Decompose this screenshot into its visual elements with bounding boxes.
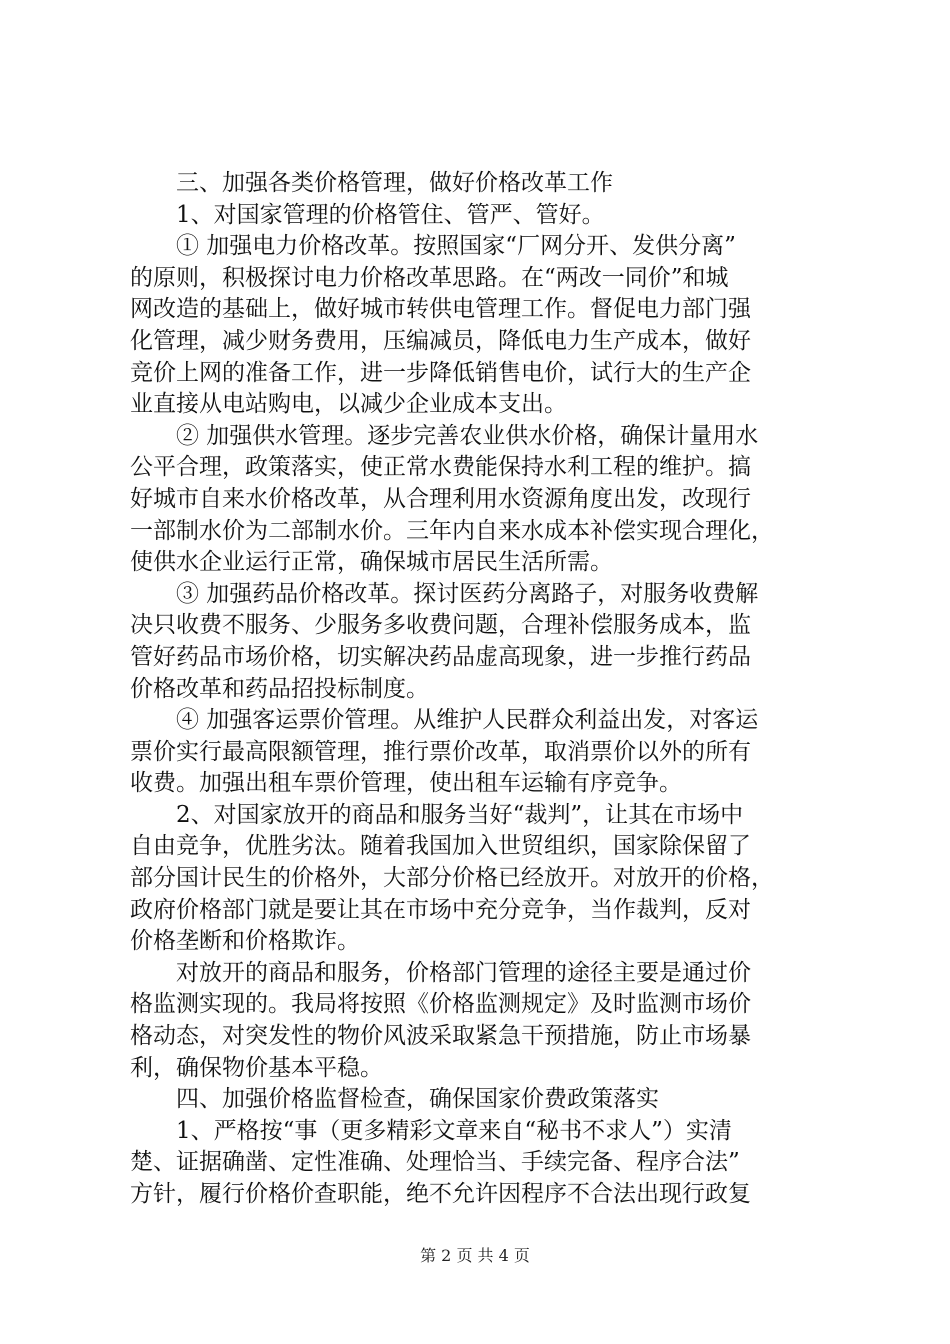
text-line: 四、加强价格监督检查，确保国家价费政策落实 bbox=[130, 1086, 659, 1113]
text-line: 管好药品市场价格，切实解决药品虚高现象，进一步推行药品 bbox=[130, 643, 751, 670]
text-line: 票价实行最高限额管理，推行票价改革，取消票价以外的所有 bbox=[130, 738, 751, 765]
text-line: 格监测实现的。我局将按照《价格监测规定》及时监测市场价 bbox=[130, 991, 751, 1018]
text-line: 一部制水价为二部制水价。三年内自来水成本补偿实现合理化， bbox=[130, 517, 774, 544]
text-line: 价格改革和药品招投标制度。 bbox=[130, 675, 429, 702]
text-line: 三、加强各类价格管理，做好价格改革工作 bbox=[130, 170, 613, 196]
text-line: 政府价格部门就是要让其在市场中充分竞争，当作裁判，反对 bbox=[130, 896, 751, 923]
text-line: 自由竞争，优胜劣汰。随着我国加入世贸组织，国家除保留了 bbox=[130, 833, 751, 860]
text-line: 对放开的商品和服务，价格部门管理的途径主要是通过价 bbox=[130, 959, 751, 986]
text-line: 2、对国家放开的商品和服务当好“裁判”，让其在市场中 bbox=[130, 801, 744, 828]
text-line: 方针，履行价格价查职能，绝不允许因程序不合法出现行政复 bbox=[130, 1181, 751, 1207]
text-line: 好城市自来水价格改革，从合理利用水资源角度出发，改现行 bbox=[130, 485, 751, 512]
text-line: 的原则，积极探讨电力价格改革思路。在“两改一同价”和城 bbox=[130, 264, 729, 291]
text-line: ① 加强电力价格改革。按照国家“厂网分开、发供分离” bbox=[130, 233, 736, 260]
text-line: 1、对国家管理的价格管住、管严、管好。 bbox=[130, 201, 605, 228]
text-line: ③ 加强药品价格改革。探讨医药分离路子，对服务收费解 bbox=[130, 580, 759, 607]
text-line: 网改造的基础上，做好城市转供电管理工作。督促电力部门强 bbox=[130, 296, 751, 323]
text-line: 公平合理，政策落实，使正常水费能保持水利工程的维护。搞 bbox=[130, 454, 751, 481]
text-line: 1、严格按“事（更多精彩文章来自“秘书不求人”）实清 bbox=[130, 1117, 732, 1144]
text-line: 化管理，减少财务费用，压编减员，降低电力生产成本，做好 bbox=[130, 327, 751, 354]
text-line: ④ 加强客运票价管理。从维护人民群众利益出发，对客运 bbox=[130, 707, 759, 734]
text-line: 决只收费不服务、少服务多收费问题，合理补偿服务成本，监 bbox=[130, 612, 751, 639]
text-line: 楚、证据确凿、定性准确、处理恰当、手续完备、程序合法” bbox=[130, 1149, 740, 1176]
text-line: 价格垄断和价格欺诈。 bbox=[130, 928, 360, 955]
text-line: 利，确保物价基本平稳。 bbox=[130, 1054, 383, 1081]
text-line: 使供水企业运行正常，确保城市居民生活所需。 bbox=[130, 549, 613, 576]
text-line: 收费。加强出租车票价管理，使出租车运输有序竞争。 bbox=[130, 770, 682, 797]
text-line: 格动态，对突发性的物价风波采取紧急干预措施，防止市场暴 bbox=[130, 1023, 751, 1050]
text-line: 竞价上网的准备工作，进一步降低销售电价，试行大的生产企 bbox=[130, 359, 751, 386]
text-line: 业直接从电站购电，以减少企业成本支出。 bbox=[130, 391, 567, 418]
document-body bbox=[130, 168, 830, 1211]
page-footer: 第 2 页 共 4 页 bbox=[420, 1246, 530, 1265]
text-line: ② 加强供水管理。逐步完善农业供水价格，确保计量用水 bbox=[130, 422, 759, 449]
text-line: 部分国计民生的价格外，大部分价格已经放开。对放开的价格， bbox=[130, 865, 774, 892]
